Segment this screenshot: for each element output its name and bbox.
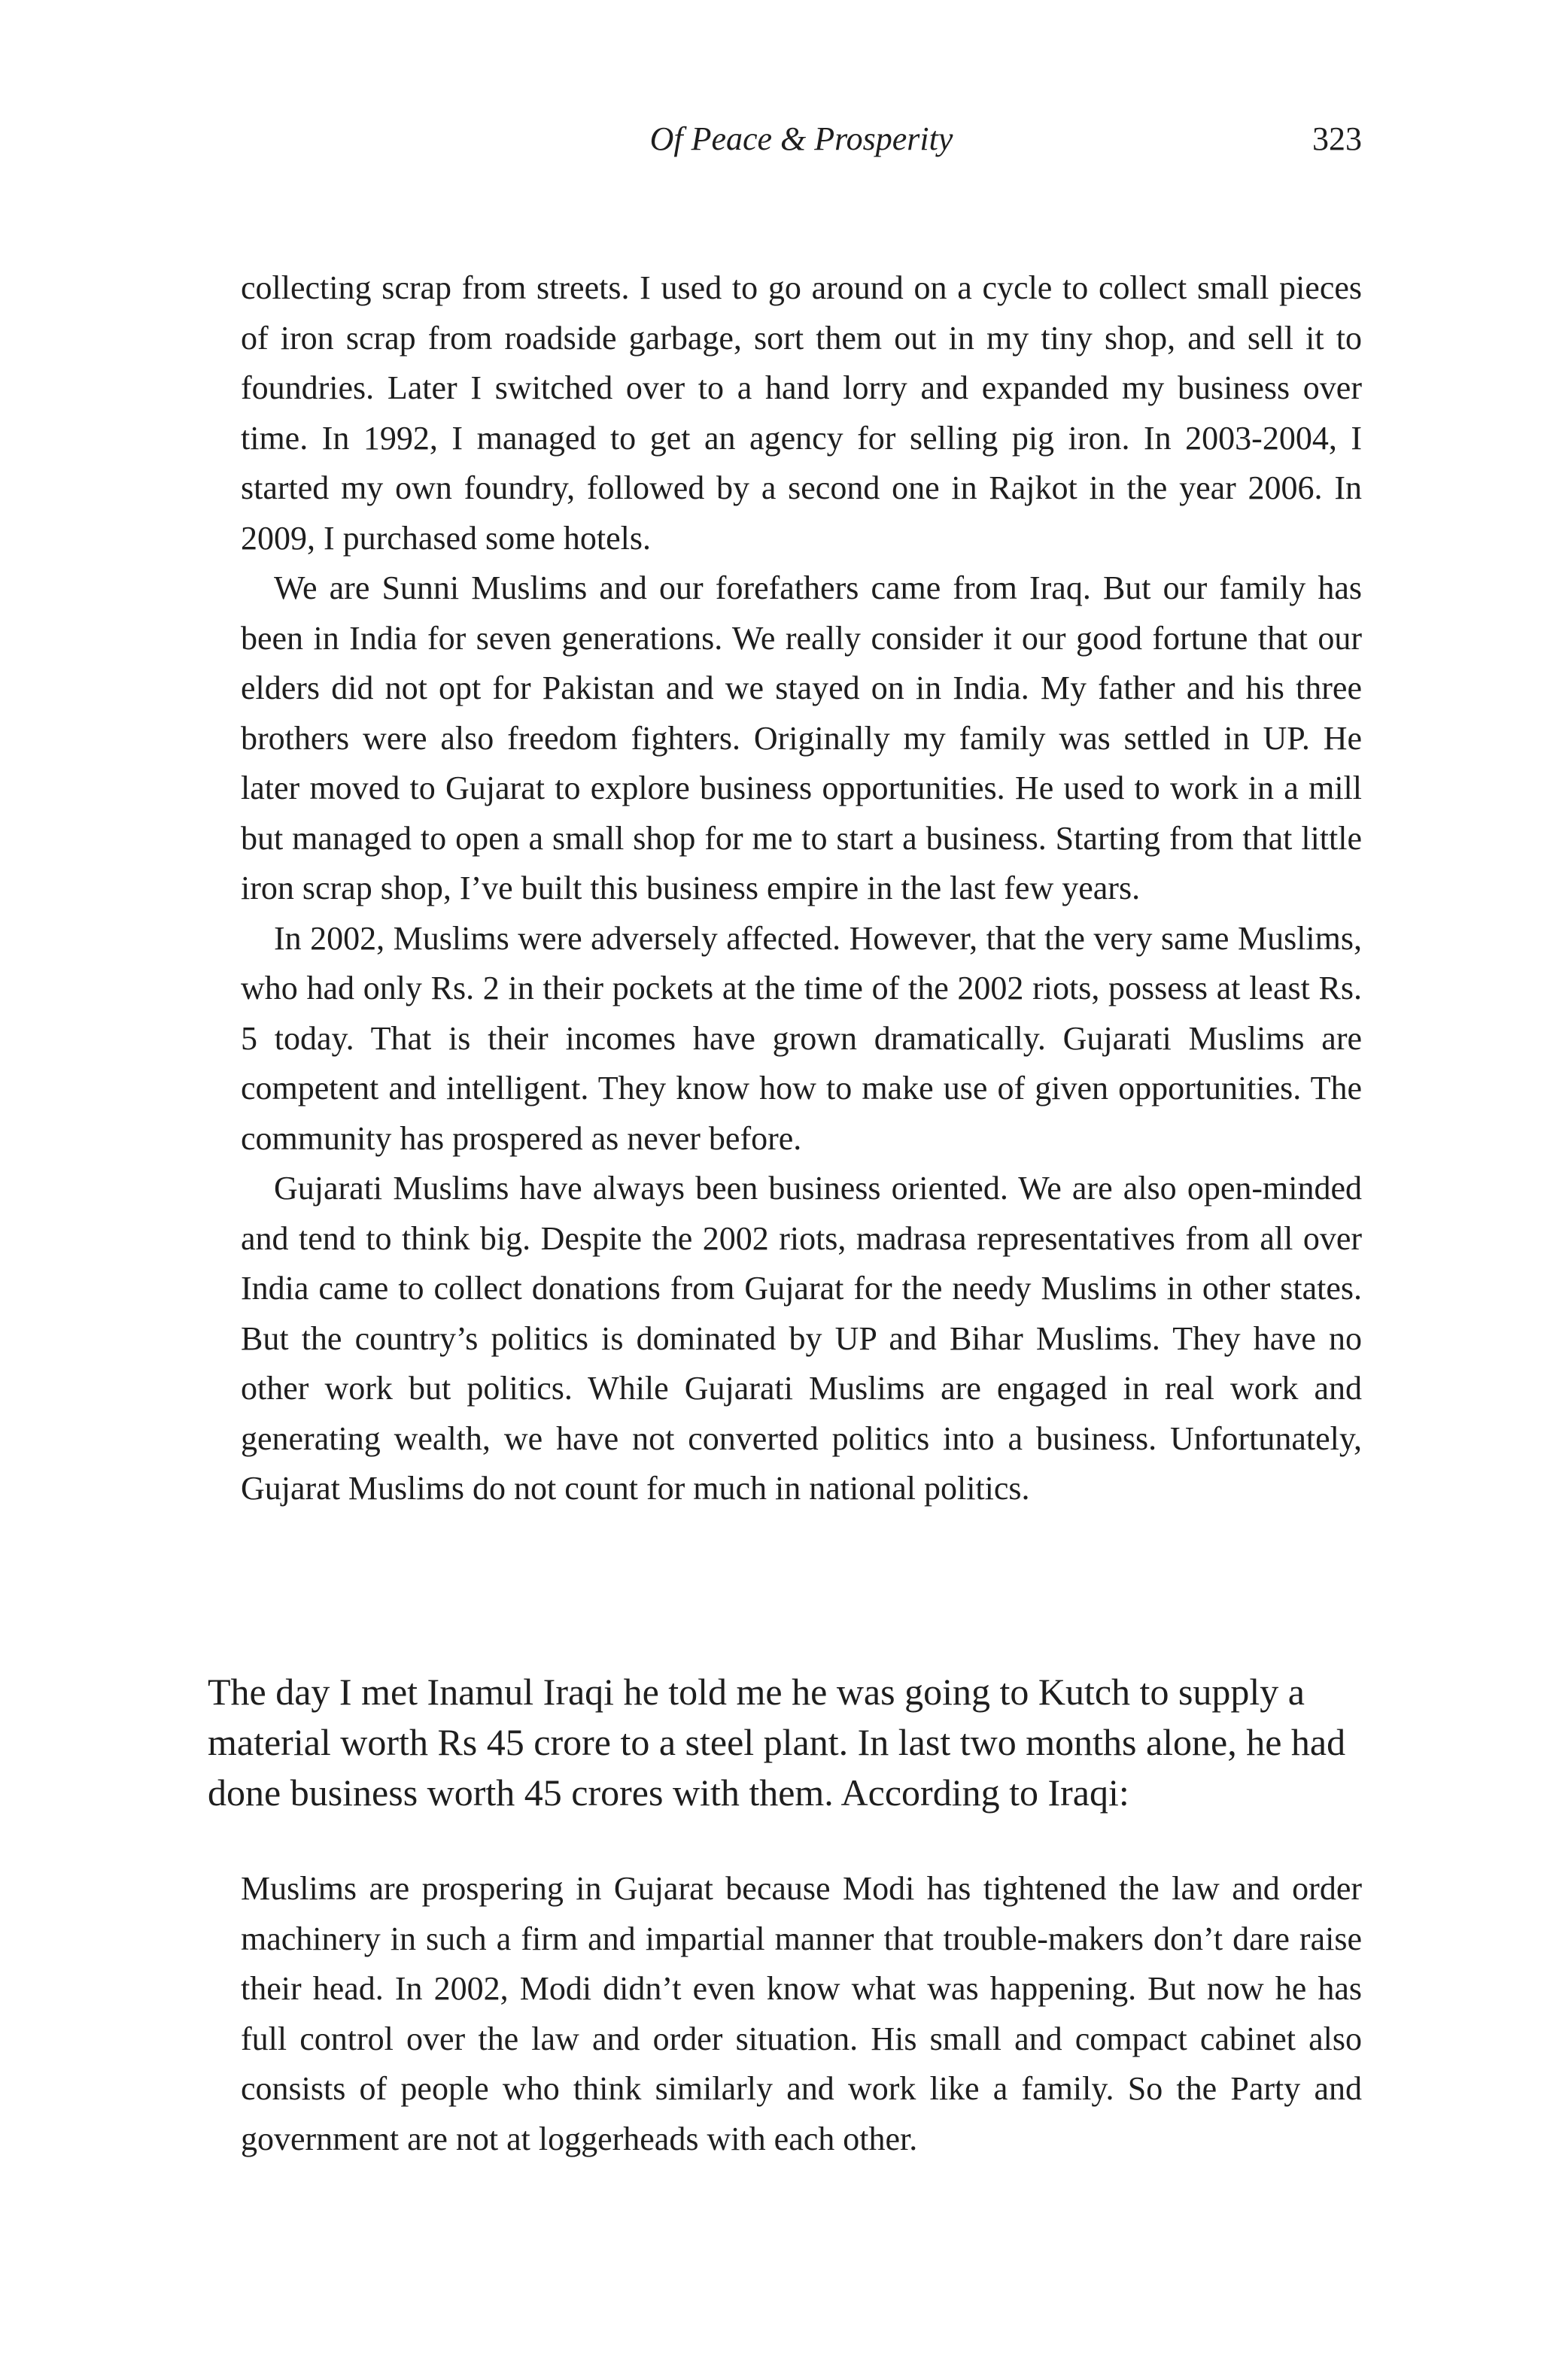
extract-paragraph: In 2002, Muslims were adversely affected. However, that the very same Muslims, who had only Rs. 2 in their pockets at the time of the 2002 riots, possess at least Rs. 5 today. That is their incomes have grown dramatically. Gujarati Muslims are competent and intelligent. They know how to make use of given opportunities. The community has prospered as never before. <box>241 919 1362 1157</box>
running-head <box>241 113 1362 165</box>
quoted-extract <box>241 263 1362 1514</box>
page-number: 323 <box>1312 120 1362 157</box>
quoted-extract <box>241 1864 1362 2164</box>
body-paragraph: The day I met Inamul Iraqi he told me he was going to Kutch to supply a material worth Rs 45 crore to a steel plant. In last two months alone, he had done business worth 45 crores with them. According to Iraqi: <box>208 1671 1346 1814</box>
extract-paragraph: Gujarati Muslims have always been business oriented. We are also open-minded and tend to think big. Despite the 2002 riots, madrasa representatives from all over India came to collect donations from Gujarat for the needy Muslims in other states. But the country’s politics is dominated by UP and Bihar Muslims. They have no other work but politics. While Gujarati Muslims are engaged in real work and generating wealth, we have not converted politics into a business. Unfortunately, Gujarat Muslims do not count for much in national politics. <box>241 1170 1362 1507</box>
running-title: Of Peace & Prosperity <box>649 120 953 157</box>
extract-paragraph: collecting scrap from streets. I used to go around on a cycle to collect small pieces of iron scrap from roadside garbage, sort them out in my tiny shop, and sell it to foundries. Later I switched over to a hand lorry and expanded my business over time. In 1992, I managed to get an agency for selling pig iron. In 2003-2004, I started my own foundry, followed by a second one in Rajkot in the year 2006. In 2009, I purchased some hotels. <box>241 269 1362 557</box>
extract-paragraph: We are Sunni Muslims and our forefathers came from Iraq. But our family has been in India for seven generations. We really consider it our good fortune that our elders did not opt for Pakistan and we stayed on in India. My father and his three brothers were also freedom fighters. Originally my family was settled in UP. He later moved to Gujarat to explore business opportunities. He used to work in a mill but managed to open a small shop for me to start a business. Starting from that little iron scrap shop, I’ve built this business empire in the last few years. <box>241 569 1362 906</box>
extract-paragraph: Muslims are prospering in Gujarat because Modi has tightened the law and order machinery in such a firm and impartial manner that trouble-makers don’t dare raise their head. In 2002, Modi didn’t even know what was happening. But now he has full control over the law and order situation. His small and compact cabinet also consists of people who think similarly and work like a family. So the Party and government are not at loggerheads with each other. <box>241 1870 1362 2157</box>
